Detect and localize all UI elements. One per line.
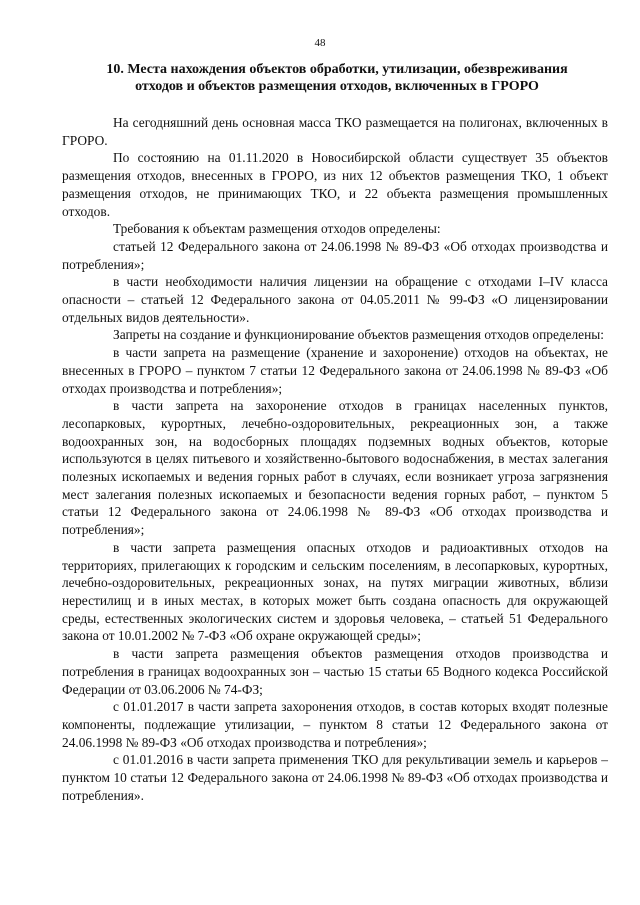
paragraph: в части запрета размещения опасных отходов и радиоактивных отходов на территориях, прилегающих к городским и сельским поселениям, в лесопарковых, курортных, лечебно-оздоровительных, рекреационных зонах, на путях миграции животных, вблизи нерестилищ и в иных местах, в которых может быть создана опасность для окружающей среды, естественных экологических систем и здоровья человека, – статьей 51 Федерального закона от 10.01.2002 № 7-ФЗ «Об охране окружающей среды»; [62,539,608,644]
paragraph: с 01.01.2017 в части запрета захоронения отходов, в состав которых входят полезные компоненты, подлежащие утилизации, – пунктом 8 статьи 12 Федерального закона от 24.06.1998 № 89-ФЗ «Об отходах производства и потребления»; [62,699,608,750]
section-heading: 10. Места нахождения объектов обработки, утилизации, обезвреживания отходов и объектов размещения отходов, включенных в ГРОРО [106,62,568,94]
document-body [62,114,608,804]
page-number: 48 [314,37,326,49]
paragraph: статьей 12 Федерального закона от 24.06.1998 № 89-ФЗ «Об отходах производства и потребления»; [62,238,608,272]
paragraph: в части запрета размещения объектов размещения отходов производства и потребления в границах водоохранных зон – частью 15 статьи 65 Водного кодекса Российской Федерации от 03.06.2006 № 74-ФЗ; [62,646,608,697]
paragraph: Запреты на создание и функционирование объектов размещения отходов определены: [113,327,604,343]
paragraph: в части необходимости наличия лицензии на обращение с отходами I–IV класса опасности – статьей 12 Федерального закона от 04.05.2011 № 99-ФЗ «О лицензировании отдельных видов деятельности». [62,274,608,325]
paragraph: с 01.01.2016 в части запрета применения ТКО для рекультивации земель и карьеров – пунктом 10 статьи 12 Федерального закона от 24.06.1998 № 89-ФЗ «Об отходах производства и потребления». [62,752,608,803]
paragraph: в части запрета на размещение (хранение и захоронение) отходов на объектах, не внесенных в ГРОРО – пунктом 7 статьи 12 Федерального закона от 24.06.1998 № 89-ФЗ «Об отходах производства и потребления»; [62,345,608,396]
paragraph: На сегодняшний день основная масса ТКО размещается на полигонах, включенных в ГРОРО. [62,115,608,148]
paragraph: в части запрета на захоронение отходов в границах населенных пунктов, лесопарковых, курортных, лечебно-оздоровительных, рекреационных зон, а также водоохранных зон, на водосборных площадях подземных водных объектов, которые используются в целях питьевого и хозяйственно-бытового водоснабжения, в местах залегания полезных ископаемых и ведения горных работ в случаях, если возникает угроза загрязнения мест залегания полезных ископаемых и безопасности ведения горных работ, – пунктом 5 статьи 12 Федерального закона от 24.06.1998 № 89-ФЗ «Об отходах производства и потребления»; [62,398,608,538]
paragraph: Требования к объектам размещения отходов определены: [113,221,441,237]
paragraph: По состоянию на 01.11.2020 в Новосибирской области существует 35 объектов размещения отходов, внесенных в ГРОРО, из них 12 объектов размещения ТКО, 1 объект размещения отходов, не принимающих ТКО, и 22 объекта размещения промышленных отходов. [62,150,608,219]
